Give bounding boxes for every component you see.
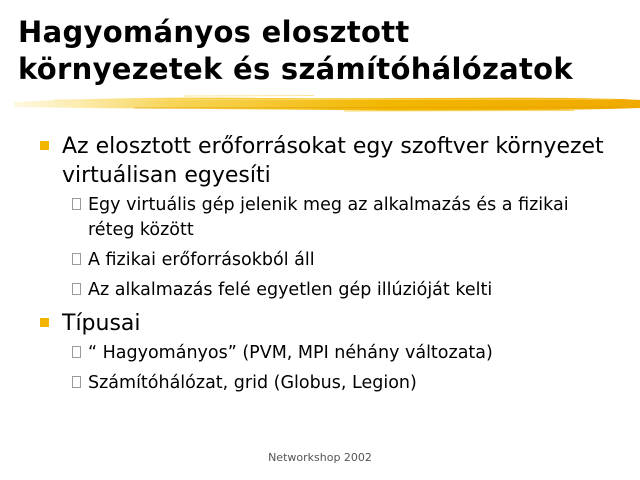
sub-bullet-item — [70, 193, 618, 243]
hollow-box-bullet-icon — [72, 346, 81, 358]
sub-bullet-text: Egy virtuális gép jelenik meg az alkalmazás és a fizikai réteg között — [88, 195, 569, 240]
sub-bullet-item — [70, 278, 618, 303]
square-bullet-icon — [40, 141, 49, 150]
bullet-list — [38, 132, 618, 402]
bullet-item — [38, 309, 618, 338]
bullet-text: Típusai — [62, 311, 141, 336]
sub-bullet-text: “ Hagyományos” (PVM, MPI néhány változata) — [88, 343, 493, 363]
sub-bullet-item — [70, 341, 618, 366]
slide-title — [18, 14, 628, 88]
hollow-box-bullet-icon — [72, 198, 81, 210]
sub-bullet-list — [70, 341, 618, 396]
sub-bullet-text: Számítóhálózat, grid (Globus, Legion) — [88, 373, 417, 393]
bullet-text: Az elosztott erőforrásokat egy szoftver környezet virtuálisan egyesíti — [62, 134, 604, 188]
bullet-item — [38, 132, 618, 190]
sub-bullet-item — [70, 371, 618, 396]
title-underline-brushstroke — [14, 88, 640, 118]
hollow-box-bullet-icon — [72, 376, 81, 388]
square-bullet-icon — [40, 318, 49, 327]
sub-bullet-text: Az alkalmazás felé egyetlen gép illúzióját kelti — [88, 280, 493, 300]
sub-bullet-text: A fizikai erőforrásokból áll — [88, 250, 315, 270]
footer-text: Networkshop 2002 — [268, 451, 372, 464]
title-line-2: környezetek és számítóhálózatok — [18, 52, 573, 86]
hollow-box-bullet-icon — [72, 283, 81, 295]
sub-bullet-item — [70, 248, 618, 273]
hollow-box-bullet-icon — [72, 253, 81, 265]
sub-bullet-list — [70, 193, 618, 303]
title-line-1: Hagyományos elosztott — [18, 15, 410, 49]
